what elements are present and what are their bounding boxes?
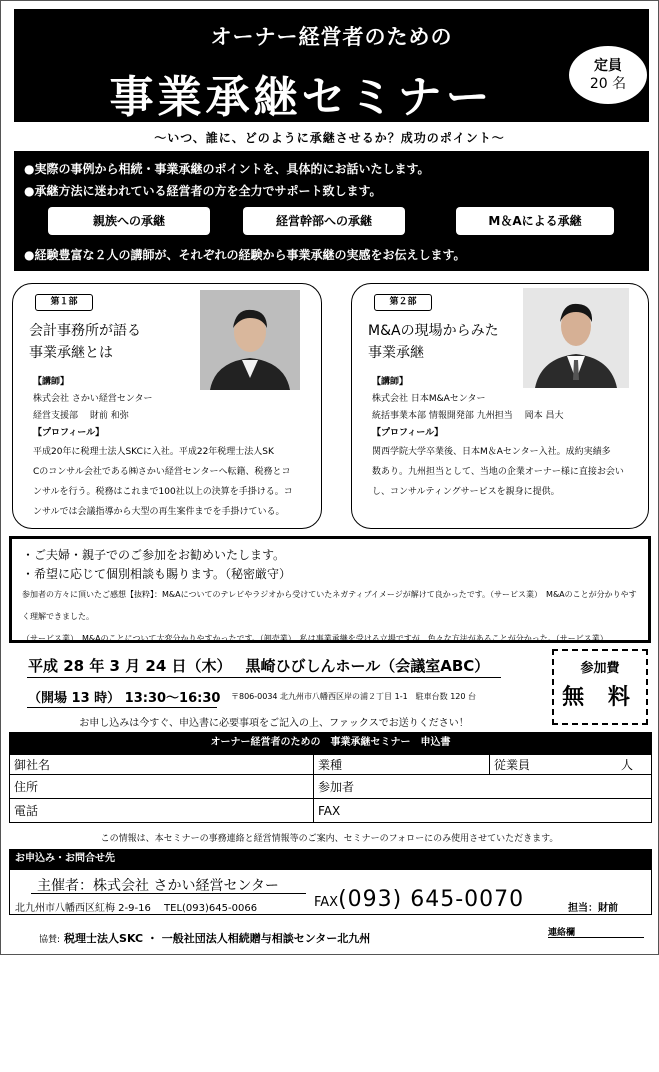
- address-label: 住所: [14, 780, 39, 794]
- industry-field[interactable]: [314, 755, 490, 775]
- speaker-part-tag: 第１部: [35, 294, 93, 311]
- profile-line: 平成20年に税理士法人SKCに入社。平成22年税理士法人SK: [33, 447, 274, 457]
- fee-value: 無 料: [562, 685, 638, 710]
- privacy-note: この情報は、本セミナーの事務連絡と経営情報等のご案内、セミナーのフォローにのみ使用させていただきます。: [100, 834, 559, 844]
- apply-note: お申し込みは今すぐ、申込書に必要事項をご記入の上、ファックスでお送りください！: [79, 718, 469, 729]
- speaker-topic: [368, 320, 499, 364]
- event-date: 平成 28 年 3 月 24 日（木）: [28, 657, 232, 675]
- method-pill-ma: M＆Aによる承継: [456, 207, 614, 235]
- application-form: [9, 754, 652, 823]
- form-row: [10, 799, 652, 823]
- notice-line-1: ・ご夫婦・親子でのご参加をお勧めいたします。: [22, 548, 286, 562]
- fax-number: [314, 887, 524, 912]
- speaker-topic-line-2: 事業承継: [368, 345, 424, 361]
- event-time: （開場 13 時） 13:30～16:30: [28, 691, 221, 706]
- employees-unit: 人: [620, 758, 633, 772]
- profile-line: 関西学院大学卒業後、日本M＆Aセンター入社。成約実績多: [372, 447, 611, 457]
- form-row: [10, 775, 652, 799]
- lecturer-company: 株式会社 さかい経営センター: [33, 394, 153, 404]
- venue-address: 〒806-0034 北九州市八幡西区岸の浦２丁目 1-1 駐車台数 120 台: [231, 692, 477, 701]
- speaker-details: [33, 374, 307, 522]
- capacity-label: 定員: [594, 58, 622, 74]
- capacity-value: 20 名: [589, 76, 627, 92]
- notice-line-2: ・希望に応じて個別相談も賜ります。（秘密厳守）: [22, 567, 292, 581]
- fax-prefix: FAX: [314, 895, 339, 910]
- method-pill-executive: 経営幹部への承継: [243, 207, 405, 235]
- organizer: 主催者：株式会社 さかい経営センター: [37, 878, 279, 894]
- employees-field[interactable]: [490, 755, 652, 775]
- organizer-address: 北九州市八幡西区紅梅 2-9-16 TEL(093)645-0066: [15, 903, 258, 914]
- application-form-heading: オーナー経営者のための 事業承継セミナー 申込書: [9, 732, 652, 754]
- phone-label: 電話: [14, 804, 39, 818]
- fee-label: 参加費: [580, 661, 620, 676]
- feature-bullet-2: ●承継方法に迷われている経営者の方を全力でサポート致します。: [24, 184, 382, 198]
- speaker-details: [372, 374, 634, 502]
- divider: [27, 707, 217, 708]
- divider: [27, 677, 501, 678]
- method-pill-family: 親族への承継: [48, 207, 210, 235]
- profile-label: 【プロフィール】: [372, 428, 444, 438]
- sponsor-label: 協賛:: [39, 935, 61, 945]
- speaker-card-1: [12, 283, 322, 529]
- divider: [31, 893, 306, 894]
- sponsors: [39, 930, 370, 946]
- event-date-venue: [28, 655, 489, 676]
- lecturer-label: 【講師】: [372, 377, 409, 387]
- company-label: 御社名: [14, 758, 51, 772]
- sponsor-names: 税理士法人SKC ・ 一般社団法人相続贈与相談センター北九州: [64, 932, 371, 945]
- feature-bullet-3: ●経験豊富な２人の講師が、それぞれの経験から事業承継の実感をお伝えします。: [24, 248, 466, 262]
- event-venue: 黒崎ひびしんホール（会議室ABC）: [245, 657, 490, 675]
- capacity-bubble: [568, 45, 648, 105]
- fax-field[interactable]: [314, 799, 652, 823]
- lecturer-name: 経営支援部 財前 和弥: [33, 411, 129, 421]
- employees-label: 従業員: [494, 758, 531, 772]
- testimonial-line-2: （サービス業） M&Aのことについて大変分かりやすかったです。（卸売業） 私は事業承継を受ける立場ですが、色々な方法があることが分かった。（サービス業）: [22, 634, 608, 643]
- lecturer-name: 統括事業本部 情報開発部 九州担当 岡本 昌大: [372, 411, 564, 421]
- banner-subtitle: オーナー経営者のための: [210, 25, 453, 49]
- speaker-topic: [29, 320, 141, 364]
- fax-digits: (093) 645-0070: [338, 887, 525, 912]
- company-field[interactable]: [10, 755, 314, 775]
- fee-box: [552, 649, 648, 725]
- features-box: [14, 151, 649, 271]
- memo-line[interactable]: [548, 937, 644, 938]
- speaker-topic-line-1: 会計事務所が語る: [29, 323, 141, 339]
- speaker-topic-line-1: M&Aの現場からみた: [368, 323, 499, 339]
- attendee-label: 参加者: [318, 780, 355, 794]
- feature-bullet-1: ●実際の事例から相続・事業承継のポイントを、具体的にお話いたします。: [24, 162, 430, 176]
- attendee-field[interactable]: [314, 775, 652, 799]
- contact-heading: お申込み・お問合せ先: [9, 849, 652, 869]
- person-in-charge: 担当：財前: [568, 903, 618, 914]
- notice-box: [9, 536, 651, 643]
- industry-label: 業種: [318, 758, 343, 772]
- phone-field[interactable]: [10, 799, 314, 823]
- speaker-card-2: [351, 283, 649, 529]
- testimonial-line-1: 参加者の方々に頂いたご感想【抜粋】：M&Aについてのテレビやラジオから受けていたネガティブイメージが解けて良かったです。（サービス業） M&Aのことが分かりやすく理解できました。: [22, 590, 637, 621]
- profile-line: ンサルを行う。税務はこれまで100社以上の決算を手掛ける。コ: [33, 487, 293, 497]
- catchphrase: ～いつ、誰に、どのように承継させるか？成功のポイント～: [154, 131, 505, 145]
- title-banner: [14, 9, 649, 122]
- address-field[interactable]: [10, 775, 314, 799]
- speaker-photo: [523, 288, 629, 388]
- profile-line: Cのコンサル会社である㈱さかい経営センターへ転籍、税務とコ: [33, 467, 291, 477]
- profile-line: し、コンサルティングサービスを親身に提供。: [372, 487, 560, 497]
- lecturer-label: 【講師】: [33, 377, 70, 387]
- profile-line: 数あり。九州担当として、当地の企業オーナー様に直接お会い: [372, 467, 624, 477]
- profile-label: 【プロフィール】: [33, 428, 105, 438]
- profile-line: ンサルでは会議指導から大型の再生案件までを手掛けている。: [33, 507, 285, 517]
- person-portrait-icon: [523, 288, 629, 388]
- lecturer-company: 株式会社 日本M&Aセンター: [372, 394, 486, 404]
- contact-memo-label: 連絡欄: [548, 928, 576, 938]
- fax-label: FAX: [318, 803, 341, 818]
- form-row: [10, 755, 652, 775]
- banner-title: 事業承継セミナー: [109, 72, 494, 123]
- speaker-topic-line-2: 事業承継とは: [29, 345, 113, 361]
- speaker-part-tag: 第２部: [374, 294, 432, 311]
